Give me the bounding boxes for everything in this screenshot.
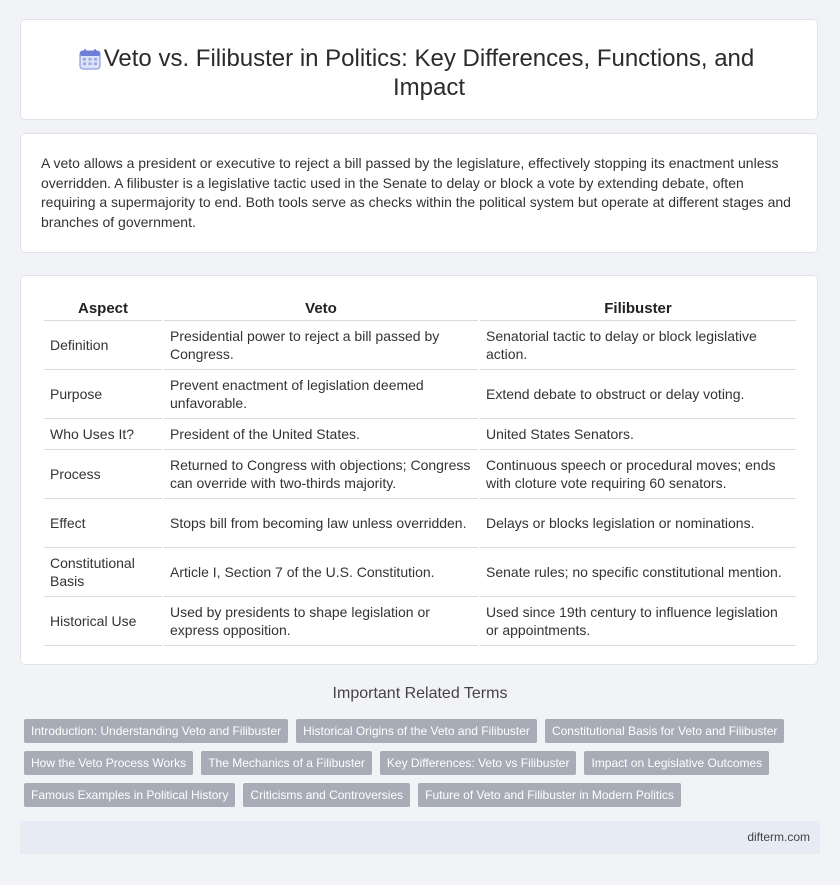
header-card — [20, 19, 818, 120]
table-row — [44, 321, 796, 370]
related-term-tag[interactable]: Future of Veto and Filibuster in Modern Politics — [418, 783, 681, 807]
column-header-aspect: Aspect — [44, 296, 162, 321]
table-cell-veto: Stops bill from becoming law unless overridden. — [164, 499, 478, 548]
table-cell-veto: President of the United States. — [164, 419, 478, 450]
column-header-filibuster: Filibuster — [480, 296, 796, 321]
related-term-tag[interactable]: How the Veto Process Works — [24, 751, 193, 775]
table-cell-veto: Prevent enactment of legislation deemed unfavorable. — [164, 370, 478, 419]
related-term-tag[interactable]: The Mechanics of a Filibuster — [201, 751, 372, 775]
table-row — [44, 499, 796, 548]
table-cell-aspect: Effect — [44, 499, 162, 548]
footer — [20, 821, 820, 854]
table-cell-filibuster: Delays or blocks legislation or nominations. — [480, 499, 796, 548]
table-row — [44, 419, 796, 450]
related-term-tag[interactable]: Key Differences: Veto vs Filibuster — [380, 751, 577, 775]
comparison-card — [20, 275, 818, 665]
table-cell-aspect: Process — [44, 450, 162, 499]
table-row — [44, 548, 796, 597]
related-terms-list — [24, 719, 804, 815]
related-term-tag[interactable]: Impact on Legislative Outcomes — [584, 751, 769, 775]
table-row — [44, 450, 796, 499]
table-cell-veto: Presidential power to reject a bill passed by Congress. — [164, 321, 478, 370]
table-cell-filibuster: Extend debate to obstruct or delay voting. — [480, 370, 796, 419]
related-term-tag[interactable]: Introduction: Understanding Veto and Filibuster — [24, 719, 288, 743]
table-cell-aspect: Historical Use — [44, 597, 162, 646]
comparison-table — [42, 296, 798, 646]
site-name[interactable]: difterm.com — [747, 830, 810, 844]
related-term-tag[interactable]: Historical Origins of the Veto and Filibuster — [296, 719, 537, 743]
related-terms-title: Important Related Terms — [332, 685, 508, 702]
table-cell-veto: Returned to Congress with objections; Congress can override with two-thirds majority. — [164, 450, 478, 499]
page-title: Veto vs. Filibuster in Politics: Key Differences, Functions, and Impact — [103, 45, 755, 101]
intro-paragraph: A veto allows a president or executive to reject a bill passed by the legislature, effectively stopping its enactment unless overridden. A filibuster is a legislative tactic used in the Senate to delay or block a vote by extending debate, often requiring a supermajority to end. Both tools serve as checks within the political system but operate at different stages and branches of government. — [41, 155, 791, 230]
related-term-tag[interactable]: Criticisms and Controversies — [243, 783, 410, 807]
table-cell-filibuster: Used since 19th century to influence legislation or appointments. — [480, 597, 796, 646]
related-term-tag[interactable]: Famous Examples in Political History — [24, 783, 235, 807]
table-row — [44, 597, 796, 646]
table-cell-aspect: Who Uses It? — [44, 419, 162, 450]
table-cell-aspect: Definition — [44, 321, 162, 370]
intro-card — [20, 133, 818, 253]
table-cell-filibuster: Continuous speech or procedural moves; ends with cloture vote requiring 60 senators. — [480, 450, 796, 499]
table-row — [44, 370, 796, 419]
related-term-tag[interactable]: Constitutional Basis for Veto and Filibuster — [545, 719, 784, 743]
table-cell-aspect: Constitutional Basis — [44, 548, 162, 597]
table-cell-filibuster: United States Senators. — [480, 419, 796, 450]
table-cell-aspect: Purpose — [44, 370, 162, 419]
table-cell-veto: Used by presidents to shape legislation or express opposition. — [164, 597, 478, 646]
column-header-veto: Veto — [164, 296, 478, 321]
table-cell-filibuster: Senatorial tactic to delay or block legislative action. — [480, 321, 796, 370]
table-cell-filibuster: Senate rules; no specific constitutional mention. — [480, 548, 796, 597]
table-cell-veto: Article I, Section 7 of the U.S. Constitution. — [164, 548, 478, 597]
